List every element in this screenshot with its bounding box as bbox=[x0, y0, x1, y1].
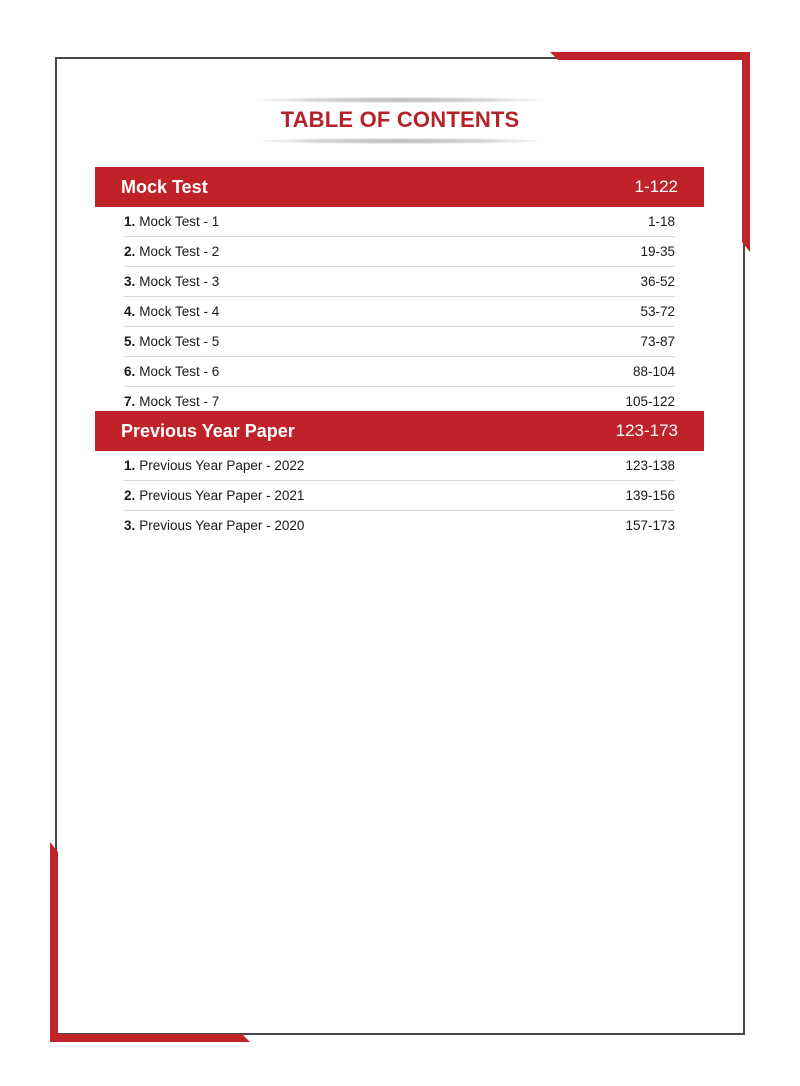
entry-label: Previous Year Paper - 2020 bbox=[139, 518, 305, 533]
entry-pages: 1-18 bbox=[647, 214, 675, 229]
page-title: TABLE OF CONTENTS bbox=[280, 107, 520, 132]
entry-pages: 105-122 bbox=[625, 394, 675, 409]
entry-label: Mock Test - 5 bbox=[139, 334, 220, 349]
entry-pages: 73-87 bbox=[640, 334, 675, 349]
section-title: Previous Year Paper bbox=[121, 420, 295, 441]
toc-section-mock-test bbox=[95, 167, 704, 416]
toc-entry[interactable] bbox=[124, 481, 675, 511]
entry-number: 3. bbox=[124, 518, 136, 533]
toc-entry[interactable] bbox=[124, 357, 675, 387]
section-page-range: 1-122 bbox=[634, 177, 678, 196]
toc-entry[interactable] bbox=[124, 207, 675, 237]
toc-entry[interactable] bbox=[124, 451, 675, 481]
toc-entry[interactable] bbox=[124, 511, 675, 540]
title-divider-bottom bbox=[258, 138, 542, 144]
toc-entry[interactable] bbox=[124, 297, 675, 327]
toc-section-previous-year-paper bbox=[95, 411, 704, 540]
entry-number: 1. bbox=[124, 458, 136, 473]
entry-pages: 53-72 bbox=[640, 304, 675, 319]
entry-label: Mock Test - 2 bbox=[139, 244, 220, 259]
entry-label: Mock Test - 4 bbox=[139, 304, 220, 319]
toc-title-block bbox=[258, 97, 542, 147]
entry-label: Mock Test - 6 bbox=[139, 364, 220, 379]
entry-pages: 139-156 bbox=[625, 488, 675, 503]
toc-entry[interactable] bbox=[124, 267, 675, 297]
entry-number: 2. bbox=[124, 244, 136, 259]
title-divider-top bbox=[258, 97, 542, 103]
entry-label: Previous Year Paper - 2022 bbox=[139, 458, 305, 473]
entry-label: Mock Test - 7 bbox=[139, 394, 220, 409]
entry-number: 7. bbox=[124, 394, 136, 409]
section-title: Mock Test bbox=[121, 176, 208, 197]
corner-accent-bottom-left bbox=[48, 840, 252, 1044]
entry-number: 4. bbox=[124, 304, 136, 319]
toc-entry[interactable] bbox=[124, 327, 675, 357]
section-header[interactable] bbox=[95, 167, 704, 207]
entry-pages: 157-173 bbox=[625, 518, 675, 533]
entry-number: 3. bbox=[124, 274, 136, 289]
entry-pages: 88-104 bbox=[632, 364, 675, 379]
section-header[interactable] bbox=[95, 411, 704, 451]
entry-number: 6. bbox=[124, 364, 136, 379]
toc-entry[interactable] bbox=[124, 237, 675, 267]
toc-list bbox=[95, 451, 704, 540]
entry-pages: 36-52 bbox=[640, 274, 675, 289]
entry-number: 5. bbox=[124, 334, 136, 349]
entry-label: Mock Test - 1 bbox=[139, 214, 220, 229]
entry-pages: 19-35 bbox=[640, 244, 675, 259]
entry-number: 2. bbox=[124, 488, 136, 503]
section-page-range: 123-173 bbox=[615, 421, 678, 440]
entry-pages: 123-138 bbox=[625, 458, 675, 473]
entry-label: Previous Year Paper - 2021 bbox=[139, 488, 305, 503]
entry-label: Mock Test - 3 bbox=[139, 274, 220, 289]
entry-number: 1. bbox=[124, 214, 136, 229]
toc-list bbox=[95, 207, 704, 416]
